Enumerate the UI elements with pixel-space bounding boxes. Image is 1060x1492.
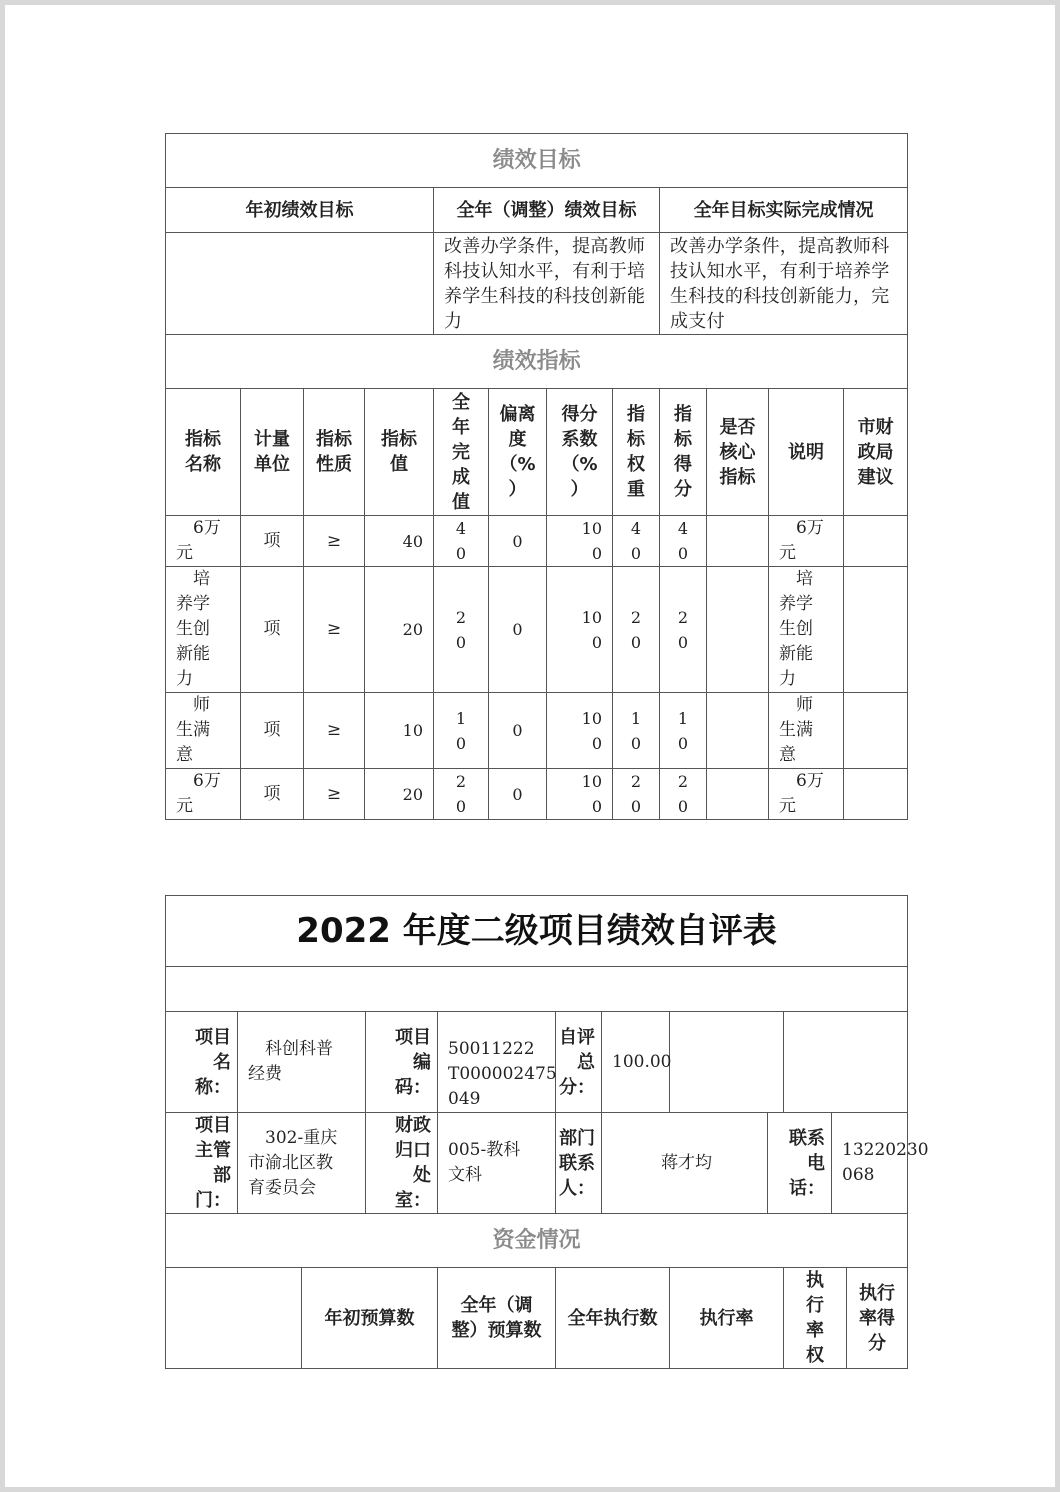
note: 6万 元: [769, 769, 844, 820]
core-indicator: [707, 693, 769, 769]
contact-person-value: 蒋才均: [602, 1113, 768, 1214]
note-header: 说明: [769, 389, 844, 516]
funds-section-title: 资金情况: [166, 1214, 908, 1268]
project-name-value: 科创科普 经费: [238, 1012, 366, 1113]
table-row: [166, 769, 908, 820]
completed-value: 2 0: [434, 567, 489, 693]
table-row: [166, 693, 908, 769]
weight: 2 0: [613, 769, 660, 820]
note: 师 生满 意: [769, 693, 844, 769]
empty-cell: [670, 1012, 784, 1113]
finance-office-label: 财政 归口 处 室：: [366, 1113, 438, 1214]
indicator-name: 培 养学 生创 新能 力: [166, 567, 241, 693]
execution-rate-header: 执行率: [670, 1268, 784, 1369]
initial-goal-header: 年初绩效目标: [166, 188, 434, 233]
indicator-name: 6万 元: [166, 516, 241, 567]
unit: 项: [241, 769, 304, 820]
core-indicator: [707, 516, 769, 567]
advice: [844, 693, 908, 769]
self-score-value: 100.00: [602, 1012, 670, 1113]
completed-header: 全 年 完 成 值: [434, 389, 489, 516]
deviation: 0: [489, 769, 547, 820]
execution-rate-score-header: 执行 率得 分: [847, 1268, 908, 1369]
initial-goal-text: [166, 233, 434, 335]
phone-value: 13220230 068: [832, 1113, 908, 1214]
performance-table: [165, 133, 908, 820]
initial-budget-header: 年初预算数: [302, 1268, 438, 1369]
execution-rate-weight-header: 执 行 率 权: [784, 1268, 847, 1369]
score: 2 0: [660, 567, 707, 693]
deviation: 0: [489, 693, 547, 769]
completed-value: 2 0: [434, 769, 489, 820]
unit-header: 计量 单位: [241, 389, 304, 516]
score: 4 0: [660, 516, 707, 567]
supervising-dept-value: 302-重庆 市渝北区教 育委员会: [238, 1113, 366, 1214]
table-row: [166, 516, 908, 567]
value-header: 指标 值: [365, 389, 434, 516]
unit: 项: [241, 693, 304, 769]
score-coefficient: 10 0: [547, 693, 613, 769]
contact-person-label: 部门 联系 人：: [556, 1113, 602, 1214]
deviation: 0: [489, 567, 547, 693]
goals-section-title: 绩效目标: [166, 134, 908, 188]
nature: ≥: [304, 567, 365, 693]
target-value: 40: [365, 516, 434, 567]
weight: 1 0: [613, 693, 660, 769]
core-indicator-header: 是否 核心 指标: [707, 389, 769, 516]
unit: 项: [241, 567, 304, 693]
project-code-label: 项目 编 码：: [366, 1012, 438, 1113]
completed-value: 1 0: [434, 693, 489, 769]
score-coefficient: 10 0: [547, 769, 613, 820]
funds-blank-header: [166, 1268, 302, 1369]
nature: ≥: [304, 693, 365, 769]
target-value: 10: [365, 693, 434, 769]
target-value: 20: [365, 567, 434, 693]
adjusted-goal-text: 改善办学条件，提高教师科技认知水平，有利于培养学生科技的科技创新能力: [434, 233, 660, 335]
blank-row: [166, 967, 908, 1012]
nature: ≥: [304, 516, 365, 567]
advice: [844, 567, 908, 693]
score: 2 0: [660, 769, 707, 820]
advice: [844, 769, 908, 820]
finance-office-value: 005-教科 文科: [438, 1113, 556, 1214]
document-page: [5, 5, 1055, 1487]
adjusted-budget-header: 全年（调 整）预算数: [438, 1268, 556, 1369]
project-name-label: 项目 名 称：: [166, 1012, 238, 1113]
core-indicator: [707, 769, 769, 820]
advice: [844, 516, 908, 567]
score: 1 0: [660, 693, 707, 769]
adjusted-goal-header: 全年（调整）绩效目标: [434, 188, 660, 233]
unit: 项: [241, 516, 304, 567]
completed-value: 4 0: [434, 516, 489, 567]
weight: 2 0: [613, 567, 660, 693]
nature: ≥: [304, 769, 365, 820]
indicator-name-header: 指标 名称: [166, 389, 241, 516]
deviation: 0: [489, 516, 547, 567]
project-code-value: 50011222 T000002475 049: [438, 1012, 556, 1113]
weight-header: 指 标 权 重: [613, 389, 660, 516]
core-indicator: [707, 567, 769, 693]
empty-cell: [784, 1012, 908, 1113]
advice-header: 市财 政局 建议: [844, 389, 908, 516]
self-score-label: 自评 总 分：: [556, 1012, 602, 1113]
actual-completion-header: 全年目标实际完成情况: [660, 188, 908, 233]
note: 培 养学 生创 新能 力: [769, 567, 844, 693]
annual-execution-header: 全年执行数: [556, 1268, 670, 1369]
table-row: [166, 567, 908, 693]
nature-header: 指标 性质: [304, 389, 365, 516]
page-title: 2022 年度二级项目绩效自评表: [166, 896, 908, 967]
actual-completion-text: 改善办学条件，提高教师科技认知水平，有利于培养学生科技的科技创新能力，完成支付: [660, 233, 908, 335]
score-coefficient: 10 0: [547, 567, 613, 693]
indicator-name: 师 生满 意: [166, 693, 241, 769]
phone-label: 联系 电 话：: [768, 1113, 832, 1214]
supervising-dept-label: 项目 主管 部 门：: [166, 1113, 238, 1214]
note: 6万 元: [769, 516, 844, 567]
self-evaluation-table: [165, 895, 929, 1369]
coefficient-header: 得分 系数 （% ）: [547, 389, 613, 516]
deviation-header: 偏离 度 （% ）: [489, 389, 547, 516]
indicators-section-title: 绩效指标: [166, 335, 908, 389]
target-value: 20: [365, 769, 434, 820]
indicator-name: 6万 元: [166, 769, 241, 820]
score-coefficient: 10 0: [547, 516, 613, 567]
weight: 4 0: [613, 516, 660, 567]
score-header: 指 标 得 分: [660, 389, 707, 516]
